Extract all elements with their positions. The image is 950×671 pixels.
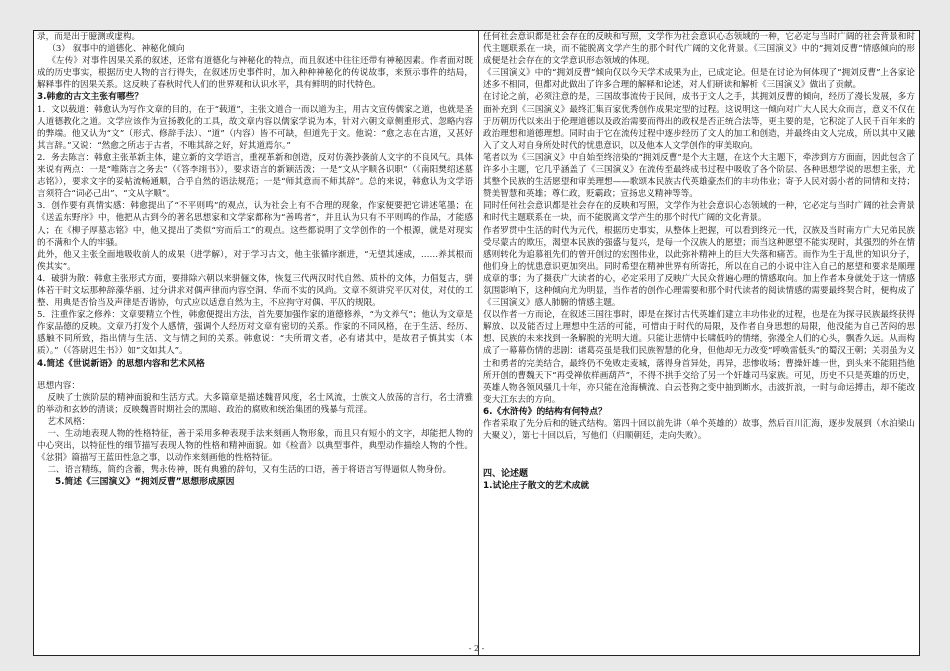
question-heading: 5.简述《三国演义》“拥刘反曹”思想形成原因 <box>55 477 235 488</box>
paragraph: 《左传》对事件因果关系的叙述，还常有道德化与神秘化的特点，而且叙述中往往还带有神秘因素。作者面对既成的历史事实，根据历史人物的言行得失，在叙述历史事件时，加入种种神秘化的传说故事，来预示事件的结局，解释事件的因果关系。这反映了春秋时代人们的世界观和认识水平，具有鲜明的时代特色。 <box>37 56 473 91</box>
paragraph: 笔者以为《三国演义》中自始至终涪染的“拥刘反曹”是个大主题，在这个大主题下，牵涉到方方面面，因此包含了许多小主题，它几乎涵盖了《三国演义》在流传至最终成书过程中吸收了各个阶层、各种思想学说的思想主张，尤其整个民族的生活愿望和审美理想——歌颂本民族古代英雄豪杰们的丰功伟业；寄予人民对弱小者的同情和支持；赞美智慧和英雄；尊仁政，贬霸政；宣扬忠义精神等等。 <box>483 152 915 200</box>
paragraph: 在讨论之前，必须注意的是，三国故事流传于民间，成书于文人之手，其拥刘反曹的倾向，经历了漫长发展，多方面补充到《三国演义》最终汇集百家优秀创作成果定型的过程。这说明这一倾向对广大人民大众而言，意义不仅在于历朝历代以来出于伦理道德以及政治需要而得出的政权是否正统合法等，更主要的是，它积淀了人民千百年来的政治理想和道德理想。同时由于它在流传过程中逐步经历了文人的加工和创造，并最终由文人完成，所以其中又融入了文人对自身所处时代的忧患意识，以及他本人文学创作的审美取向。 <box>483 92 915 151</box>
paragraph: 5．注重作家之修养：文章要精立个性，韩愈便提出方法，首先要加强作家的道德修养，“为文养气”；他认为文章是作家品德的反映。文章乃打发个人感情，强调个人经历对文章有密切的关系。作家的不同风格，在于生活、经历、感触不同所致，指出情与生活、文与情之间的关系。韩愈说：“夫所谓文者，必有诸其中，是故君子慎其实（本质）。”（《答尉迟生书》）如“文如其人”。 <box>37 310 473 357</box>
paragraph: 任何社会意识都是社会存在的反映和写照，文学作为社会意识心态领域的一种，它必定与当时广阔的社会背景和时代主题联系在一块，而不能脱离文学产生的那个时代广阔的文化背景。《三国演义》中的“拥刘反曹”情感倾向的形成便是社会存在的文学意识形态领域的体现。 <box>483 32 915 67</box>
paragraph: 艺术风格： <box>47 416 91 427</box>
document-page <box>33 30 920 656</box>
paragraph: 作者采取了先分后和的链式结构。第四十回以前先讲（单个英雄的）故事，然后百川汇海，逐步发展到（水泊梁山大聚义），第七十回以后，写他们（归顺朝廷，走向失败）。 <box>483 419 915 442</box>
paragraph: 3．创作要有真情实感：韩愈提出了“不平则鸣”的观点，认为社会上有不合理的现象，作家便要把它讲述笔墨；在《送孟东野序》中，他把从古到今的著名思想家和文学家都称为“善鸣者”，并且认为只有不平则鸣的作品，才能感人；在《柳子厚墓志铭》中，他又提出了类似“穷而后工”的观点。这些都说明了文学创作的一个根源，就是对现实的不满和个人的牢骚。 <box>37 201 473 248</box>
page-number: - 2 - <box>468 644 485 653</box>
paragraph: 一、生动地表现人物的性格特征，善于采用多种表现手法来刻画人物形象，而且只有短小的文字，却能把人物的中心突出，以特征性的细节描写表现人物的性格和精神面貌。如《检啬》以典型事件，典型动作描绘人物的个性。《忿狷》篇描写王蓝田性急之事，以动作来刻画他的性格特征。 <box>37 429 473 464</box>
paragraph: 二、语言精练，简约含蓄，隽永传神，既有典雅的辞句，又有生活的口语，善于将语言写得逼似人物身份。 <box>47 465 452 476</box>
spacer <box>37 370 473 380</box>
question-heading: 3.韩愈的古文主张有哪些？ <box>37 92 144 103</box>
paragraph: 4．破骈为散：韩愈主张形式方面，要排除六朝以来骈俪文体，恢复三代两汉时代自然、质朴的文体，力倡复古，骈体若干时文坛那种辞藻华丽、过分讲求对偶声律而内容空洞、华而不实的风尚。文章不须讲究平仄对仗，对仗的工整、用典是否恰当及声律是否谐协，句式应以适意自然为主，不应拘守对偶、平仄的规限。 <box>37 273 473 309</box>
question-heading: 4.简述《世说新语》的思想内容和艺术风格 <box>37 358 205 369</box>
left-column <box>37 31 473 637</box>
spacer <box>483 442 915 468</box>
right-column <box>483 31 915 637</box>
column-divider <box>478 31 479 655</box>
paragraph: 思想内容： <box>37 380 80 391</box>
paragraph: 2．务去陈言：韩愈主张革新主体，建立新的文学语言，重视革新和创造，反对仿袭抄袭前人文字的不良风气。具体来说有两点：一是“唯陈言之务去”（《答李翊书》），要求语言的新颖活泼；一是“文从字顺各识职”（《南阳樊绍述墓志铭》），要求文字的妥帖流畅通顺，合乎自然的语法规范；一是“师其意而不师其辞”。总的来说，韩愈认为文学语言须符合“词必己出”、“文从字顺”。 <box>37 152 473 200</box>
question-heading: 6.《水浒传》的结构有何特点？ <box>483 406 607 417</box>
paragraph: 同时任何社会意识都是社会存在的反映和写照，文学作为社会意识心态领域的一种，它必定与当时广阔的社会背景和时代主题联系在一块，而不能脱离文学产生的那个时代广阔的文化背景。 <box>483 201 915 224</box>
section-heading: 四、论述题 <box>483 469 529 480</box>
paragraph: 仅以作者一方而论，在叙述三国往事时，即是在探讨古代英雄们建立丰功伟业的过程，也是在为探寻民族最终获得解放、以及能否过上理想中生活的可能，可惜由于时代的局限，及作者自身思想的局限，他没能为自己苦闷的思想、民族的未来找到一条解脱的光明大道。只能让悲情中长啸低吟的情绪，弥漫全人们的心头，飘香久远。从而构成了一幕幕伤情的悲剧：诸葛亮虽是我们民族智慧的化身，但他却无力改变“呼唤雷低头”的蜀汉王朝；关羽虽为义士和勇者的完美结合，最终仍不免败走麦城，落得身首异处，再异，悲惨收场；曹操奸雄一世，到头来不能阻挡他所开创的曹魏天下“再受禅依样画葫芦”，不得不拱手交给了另一个奸雄司马家族。可见，历史不只是英雄的历史，英雄人物各领风骚几十年，亦只能在沧海横流、白云苍狗之变中抽到断水，击波折浪，一时与命运搏击，却不能改变大江东去的方向。 <box>483 310 915 405</box>
paragraph: 反映了士族阶层的精神面貌和生活方式。大多篇章是描述魏晋风度，名士风流，士族文人放荡的言行，名士清雅的举动和玄妙的清谈；反映魏晋时期社会的黑暗、政治的腐败和统治集团的残暴与荒淫。 <box>37 392 473 415</box>
paragraph: 此外，他又主张全面地吸收前人的成果（进学解），对于学习古文，他主张循序渐进，“无望其速成，……养其根而俟其实”。 <box>37 249 473 272</box>
paragraph: 录，而是出于臆测或虚构。 <box>37 32 141 42</box>
paragraph: 作者罗贯中生活的时代为元代，根据历史事实，从整体上把握，可以看到终元一代，汉族及当时南方广大兄弟民族受尽蒙古的欺压，渴望本民族的强盛与复兴，是每一个汉族人的愿望；而当这种愿望不能实现时，其强烈的外在情感则转化为追慕祖先们的曾开创过的宏图伟业，以此弥补精神上的巨大失落和痛苦。而作为生于乱世的知识分子，他们身上的忧患意识更加突出。同时希望在精神世界有所寄托，所以在自己的小说中注入自己的愿望和要求是顺理成章的事；为了摄获广大读者的心，必定采用了反映广大民众普遍心理的情感取向。加上作者本身就处于这一情感氛围影响下，这种倾向尤为明显，当作者的创作心理需要和那个时代读者的阅读情感的需要最终契合时，便构成了《三国演义》感人肺腑的情感主题。 <box>483 225 915 309</box>
paragraph: 1．文以载道：韩愈认为写作文章的目的，在于“载道”，主张文道合一而以道为主，用古文宣传儒家之道，也就是圣人道德教化之道。文学应该作为宣扬教化的工具，故文章内容以儒家学说为本，针对六朝文章侧重形式、忽略内容的弊端。他又认为“文”（形式、修辞手法）、“道”（内容）皆不可缺，但道先于文。他说：“愈之志在古道，又甚好其言辞。”又说：“然愈之所志于古者，不唯其辞之好，好其道焉尔。” <box>37 104 473 151</box>
paragraph: 《三国演义》中的“拥刘反曹”倾向仅以今天学术成果为止，已成定论。但是在讨论为何体现了“拥刘反曹”上各家论述多不相同，但都对此做出了许多合理的解释和论述，对人们研读和解析《三国演义》做出了贡献。 <box>483 68 915 91</box>
question-heading: 1.试论庄子散文的艺术成就 <box>483 481 590 492</box>
subheading: （3） 叙事中的道德化、神秘化倾向 <box>47 44 185 55</box>
